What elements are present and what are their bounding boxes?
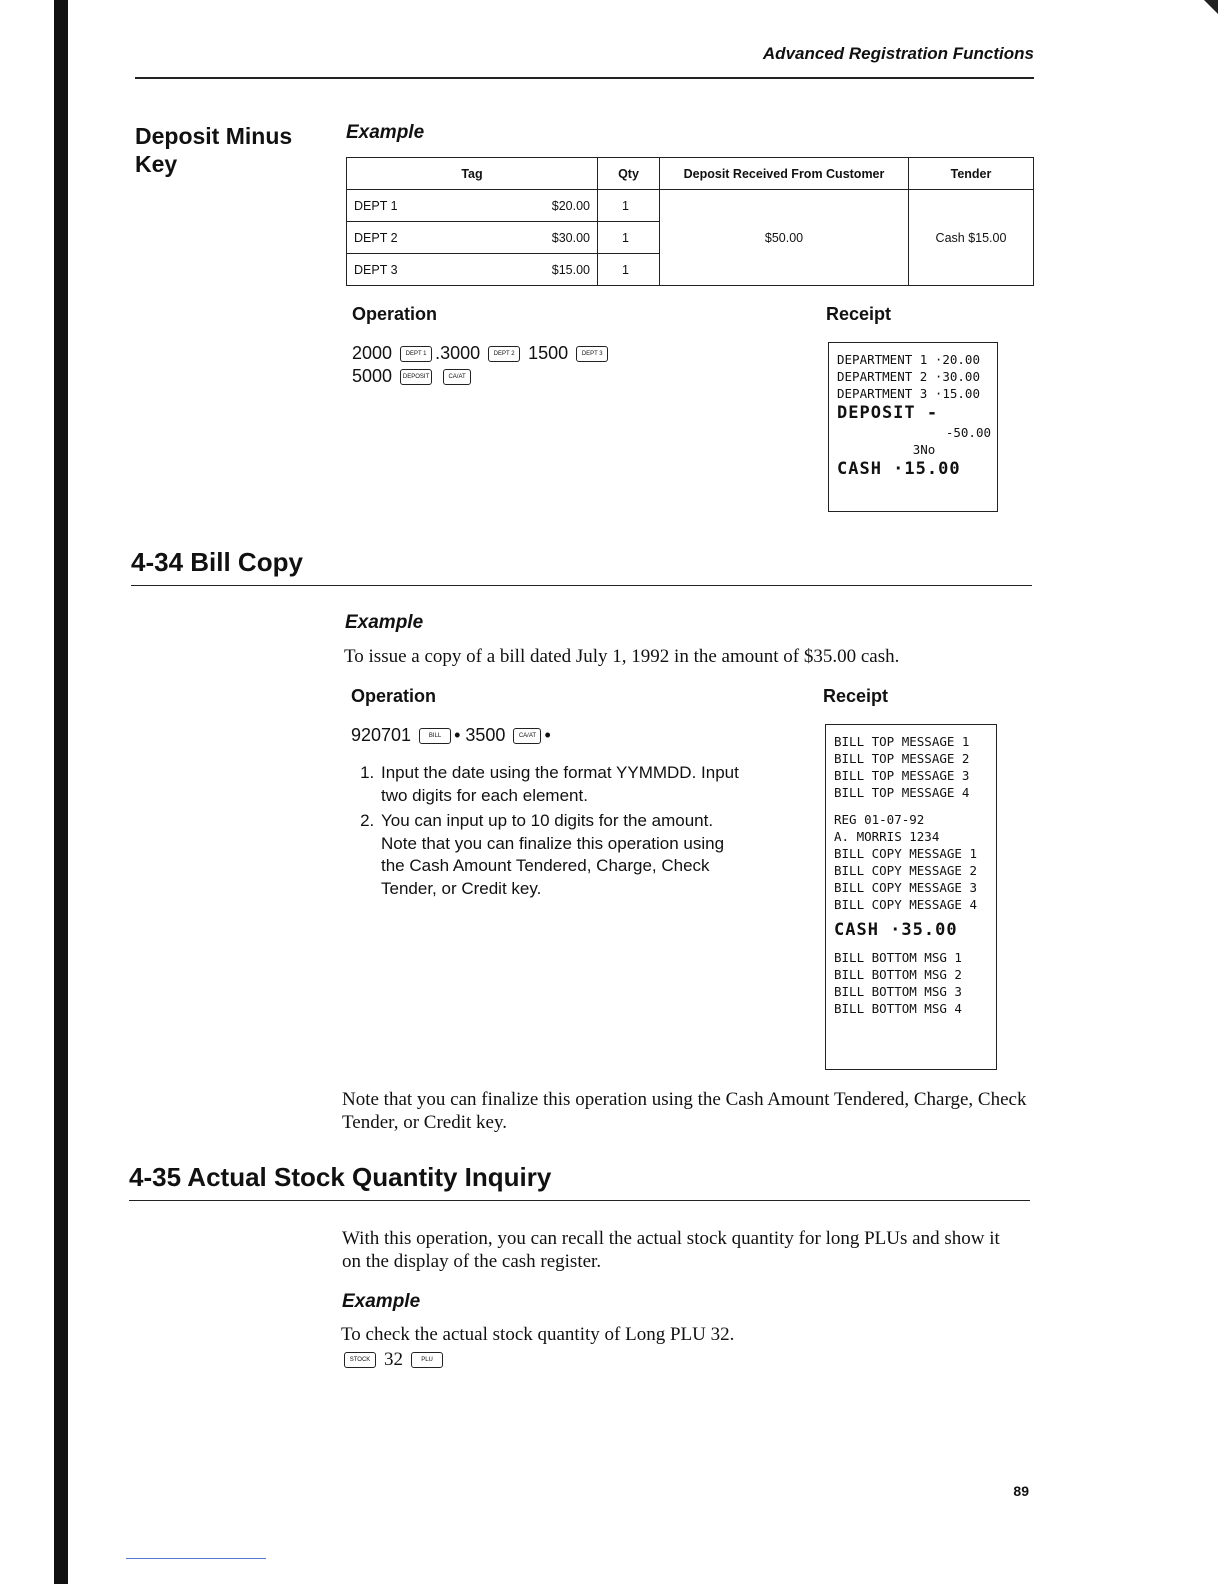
receipt-line: DEPARTMENT 3 ·15.00 [837, 386, 980, 401]
binding-edge [54, 0, 68, 1584]
stock-inquiry-example-text: To check the actual stock quantity of Long PLU 32. [341, 1324, 735, 1345]
entry-value: • 3500 [454, 725, 506, 745]
section-rule [131, 585, 1032, 586]
bill-copy-receipt [825, 724, 997, 1070]
list-item: 2. You can input up to 10 digits for the amount. Note that you can finalize this operation using the Cash Amount Tendered, Charge, Check Tender, or Credit key. [379, 810, 749, 900]
receipt-qty-line: 3No [912, 442, 936, 457]
stock-inquiry-operation [341, 1348, 446, 1371]
receipt-deposit-value: -50.00 [945, 425, 991, 440]
entry-value: 32 [384, 1349, 404, 1370]
page-corner-mark [1204, 0, 1218, 14]
header-rule [135, 77, 1034, 79]
receipt-cash-line: CASH ·15.00 [837, 459, 961, 479]
plu-key-icon: PLU [411, 1352, 443, 1368]
row-price: $15.00 [478, 254, 597, 286]
row-dept: DEPT 1 [347, 190, 479, 222]
receipt-deposit-label: DEPOSIT - [837, 403, 939, 423]
stock-inquiry-body: With this operation, you can recall the actual stock quantity for long PLUs and show it on the display of the cash register. [342, 1228, 1000, 1272]
row-dept: DEPT 2 [347, 222, 479, 254]
section-rule [129, 1200, 1030, 1201]
running-header: Advanced Registration Functions [762, 44, 1034, 63]
bill-copy-intro: To issue a copy of a bill dated July 1, 1992 in the amount of $35.00 cash. [344, 646, 900, 667]
deposit-value: $50.00 [660, 190, 909, 286]
bill-copy-operation-sequence [351, 724, 551, 747]
deposit-operation-label: Operation [352, 304, 438, 324]
receipt-line: BILL BOTTOM MSG 2 [834, 967, 962, 982]
entry-value: 1500 [528, 343, 569, 363]
bill-copy-operation-label: Operation [351, 686, 437, 706]
deposit-minus-heading: Deposit Minus Key [135, 123, 293, 177]
receipt-line: DEPARTMENT 2 ·30.00 [837, 369, 980, 384]
row-qty: 1 [598, 190, 660, 222]
entry-value: 5000 [352, 366, 393, 386]
deposit-key-icon: DEPOSIT [400, 369, 432, 385]
page-number: 89 [1013, 1483, 1029, 1499]
receipt-line: BILL TOP MESSAGE 4 [834, 785, 970, 800]
table-header-row [347, 158, 1034, 190]
receipt-line: REG 01-07-92 [834, 812, 925, 827]
receipt-line: BILL COPY MESSAGE 4 [834, 897, 977, 912]
cash-amt-tend-key-icon: CA/AT [443, 369, 471, 385]
receipt-line: BILL BOTTOM MSG 1 [834, 950, 962, 965]
col-deposit: Deposit Received From Customer [660, 158, 909, 190]
row-qty: 1 [598, 222, 660, 254]
receipt-line: BILL TOP MESSAGE 1 [834, 734, 970, 749]
dept2-key-icon: DEPT 2 [488, 346, 520, 362]
stock-inquiry-heading: 4-35 Actual Stock Quantity Inquiry [129, 1162, 552, 1192]
bill-copy-key-icon: BILL [419, 728, 451, 744]
dept3-key-icon: DEPT 3 [576, 346, 608, 362]
bill-copy-note: Note that you can finalize this operation using the Cash Amount Tendered, Charge, Check Tender, or Credit key. [342, 1089, 1027, 1133]
row-dept: DEPT 3 [347, 254, 479, 286]
receipt-line: BILL COPY MESSAGE 1 [834, 846, 977, 861]
bill-copy-receipt-label: Receipt [823, 686, 889, 706]
receipt-line: A. MORRIS 1234 [834, 829, 940, 844]
row-price: $30.00 [478, 222, 597, 254]
bill-copy-steps [351, 762, 749, 903]
dept1-key-icon: DEPT 1 [400, 346, 432, 362]
tender-value: Cash $15.00 [909, 190, 1034, 286]
receipt-line: DEPARTMENT 1 ·20.00 [837, 352, 980, 367]
entry-value: .3000 [435, 343, 481, 363]
cash-amt-tend-key-icon: CA/AT [513, 728, 541, 744]
footnote-rule [126, 1558, 266, 1559]
deposit-operation-sequence [352, 342, 611, 388]
col-tender: Tender [909, 158, 1034, 190]
table-row [347, 190, 1034, 222]
stock-inquiry-example-label: Example [342, 1291, 421, 1312]
col-tag: Tag [347, 158, 598, 190]
deposit-example-table [346, 157, 1034, 286]
receipt-line: BILL BOTTOM MSG 4 [834, 1001, 962, 1016]
receipt-line: BILL COPY MESSAGE 3 [834, 880, 977, 895]
stock-inquiry-key-icon: STOCK [344, 1352, 376, 1368]
entry-marker: • [544, 725, 551, 745]
entry-value: 2000 [352, 343, 393, 363]
col-qty: Qty [598, 158, 660, 190]
bill-copy-example-label: Example [345, 612, 424, 633]
deposit-example-label: Example [346, 122, 425, 143]
receipt-cash-line: CASH ·35.00 [834, 920, 958, 940]
list-item: 1. Input the date using the format YYMMDD. Input two digits for each element. [379, 762, 749, 807]
deposit-receipt [828, 342, 998, 512]
entry-value: 920701 [351, 725, 412, 745]
receipt-line: BILL TOP MESSAGE 3 [834, 768, 970, 783]
receipt-line: BILL BOTTOM MSG 3 [834, 984, 962, 999]
deposit-receipt-label: Receipt [826, 304, 892, 324]
receipt-line: BILL COPY MESSAGE 2 [834, 863, 977, 878]
bill-copy-heading: 4-34 Bill Copy [131, 547, 303, 577]
row-qty: 1 [598, 254, 660, 286]
row-price: $20.00 [478, 190, 597, 222]
receipt-line: BILL TOP MESSAGE 2 [834, 751, 970, 766]
